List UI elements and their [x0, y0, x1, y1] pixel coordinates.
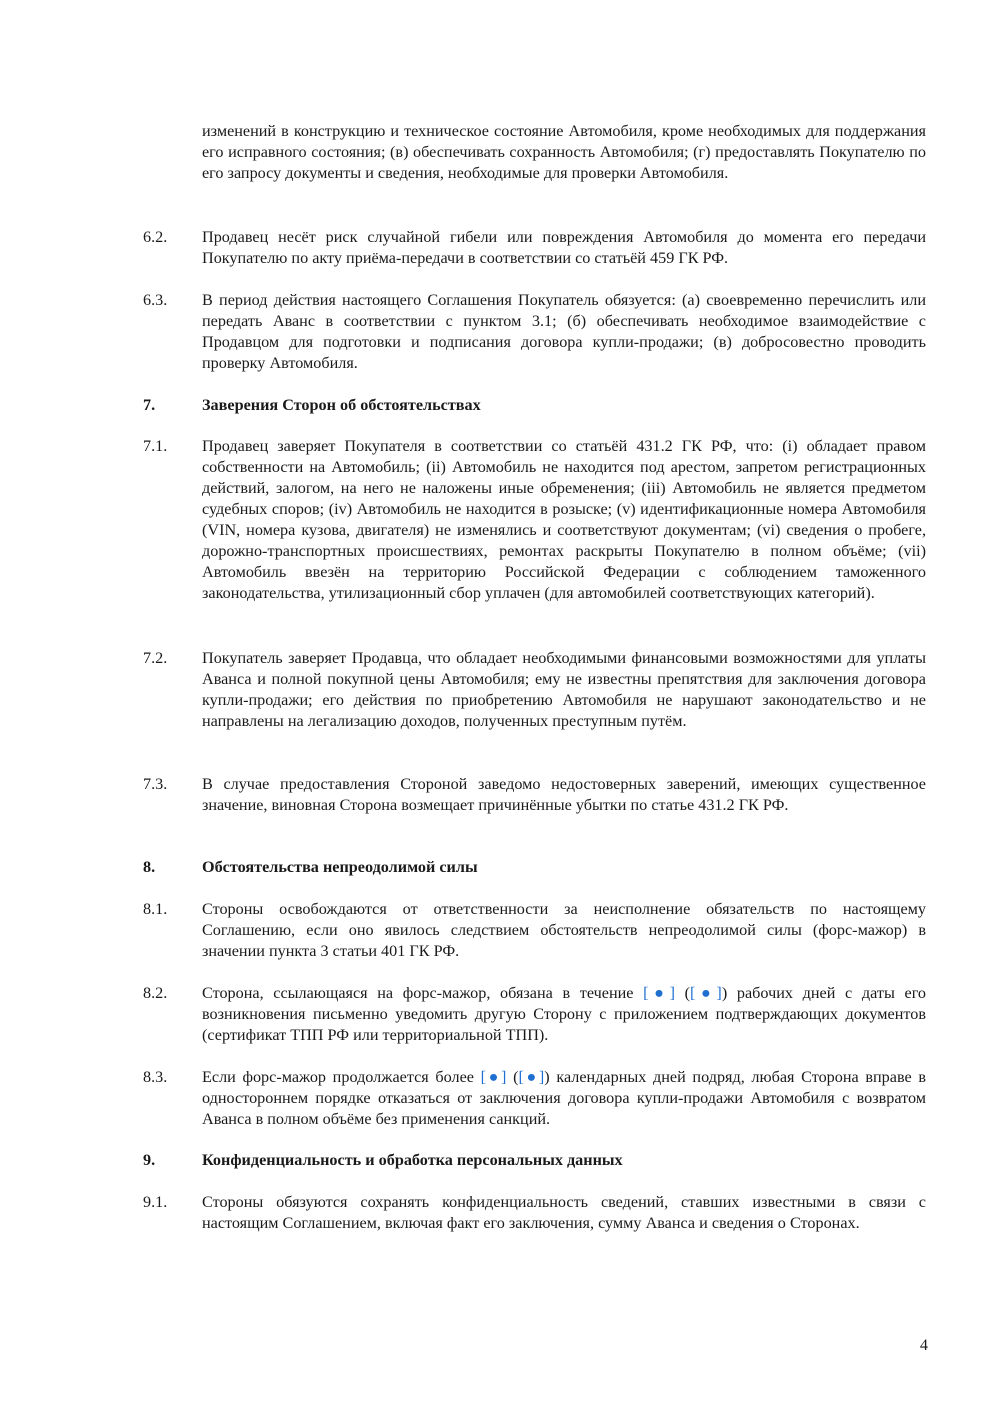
clause-8-2-text	[202, 983, 926, 1046]
clause-number-8-1: 8.1.	[143, 900, 168, 918]
clause-number-7-2: 7.2.	[143, 649, 168, 667]
clause-6-3-text: В период действия настоящего Соглашения Покупатель обязуется: (а) своевременно перечислить или передать Аванс в соответствии с пунктом 3.1; (б) обеспечивать необходимое взаимодействие с Продавцом для подготовки и подписания договора купли-продажи; (в) добросовестно проводить проверку Автомобиля.	[202, 291, 926, 372]
clause-6-2-text: Продавец несёт риск случайной гибели или повреждения Автомобиля до момента его передачи Покупателю по акту приёма-передачи в соответствии со статьёй 459 ГК РФ.	[202, 228, 926, 267]
placeholder-days-words: [●]	[518, 1068, 545, 1086]
clause-8-3-text-part-c: ) календарных дней подряд, любая Сторона вправе в одностороннем порядке отказаться от заключения договора купли-продажи Автомобиля с возвратом Аванса в полном объёме без применения санкций.	[202, 1068, 926, 1128]
clause-number-9-1: 9.1.	[143, 1193, 168, 1211]
section-title-7: Заверения Сторон об обстоятельствах	[202, 396, 481, 414]
clause-number-6-2: 6.2.	[143, 228, 168, 246]
clause-number-7-3: 7.3.	[143, 775, 168, 793]
page-number: 4	[919, 1336, 928, 1354]
placeholder-days-number: [●]	[643, 984, 675, 1002]
clause-8-3-text-part-b: (	[506, 1068, 519, 1086]
continued-paragraph: изменений в конструкцию и техническое состояние Автомобиля, кроме необходимых для поддержания его исправного состояния; (в) обеспечивать сохранность Автомобиля; (г) предоставлять Покупателю по его запросу документы и сведения, необходимые для проверки Автомобиля.	[202, 122, 926, 182]
placeholder-days-words: [●]	[690, 984, 722, 1002]
clause-8-2-text-part-b: (	[674, 984, 691, 1002]
clause-8-1-text: Стороны освобождаются от ответственности за неисполнение обязательств по настоящему Соглашению, если оно явилось следствием обстоятельств непреодолимой силы (форс-мажор) в значении пункта 3 статьи 401 ГК РФ.	[202, 900, 926, 960]
clause-7-2-text: Покупатель заверяет Продавца, что обладает необходимыми финансовыми возможностями для уплаты Аванса и полной покупной цены Автомобиля; ему не известны препятствия для заключения договора купли-продажи; его действия по приобретению Автомобиля не нарушают законодательство и не направлены на легализацию доходов, полученных преступным путём.	[202, 649, 926, 730]
clause-8-3-text	[202, 1067, 926, 1130]
section-number-7: 7.	[143, 396, 156, 414]
section-title-9: Конфиденциальность и обработка персональных данных	[202, 1151, 623, 1169]
clause-7-3-text: В случае предоставления Стороной заведомо недостоверных заверений, имеющих существенное значение, виновная Сторона возмещает причинённые убытки по статье 431.2 ГК РФ.	[202, 775, 926, 814]
section-number-9: 9.	[143, 1151, 156, 1169]
clause-number-8-2: 8.2.	[143, 984, 168, 1002]
clause-8-2-text-part-c: ) рабочих дней с даты его возникновения письменно уведомить другую Сторону с приложением подтверждающих документов (сертификат ТПП РФ или территориальной ТПП).	[202, 984, 927, 1044]
clause-number-6-3: 6.3.	[143, 291, 168, 309]
clause-8-2-text-part-a: Сторона, ссылающаяся на форс-мажор, обязана в течение	[202, 984, 644, 1002]
clause-number-8-3: 8.3.	[143, 1068, 168, 1086]
placeholder-days-number: [●]	[480, 1068, 507, 1086]
section-title-8: Обстоятельства непреодолимой силы	[202, 858, 478, 876]
clause-7-1-text: Продавец заверяет Покупателя в соответствии со статьёй 431.2 ГК РФ, что: (i) обладает правом собственности на Автомобиль; (ii) Автомобиль не находится под арестом, запретом регистрационных действий, залогом, на него не наложены иные обременения; (iii) Автомобиль не является предметом судебных споров; (iv) Автомобиль не находится в розыске; (v) идентификационные номера Автомобиля (VIN, номера кузова, двигателя) не изменялись и соответствуют документам; (vi) сведения о пробеге, дорожно-транспортных происшествиях, ремонтах раскрыты Покупателю в полном объёме; (vii) Автомобиль ввезён на территорию Российской Федерации с соблюдением таможенного законодательства, утилизационный сбор уплачен (для автомобилей соответствующих категорий).	[202, 437, 926, 602]
section-number-8: 8.	[143, 858, 156, 876]
clause-9-1-text: Стороны обязуются сохранять конфиденциальность сведений, ставших известными в связи с настоящим Соглашением, включая факт его заключения, сумму Аванса и сведения о Сторонах.	[202, 1193, 926, 1232]
clause-8-3-text-part-a: Если форс-мажор продолжается более	[202, 1068, 481, 1086]
clause-number-7-1: 7.1.	[143, 437, 168, 455]
